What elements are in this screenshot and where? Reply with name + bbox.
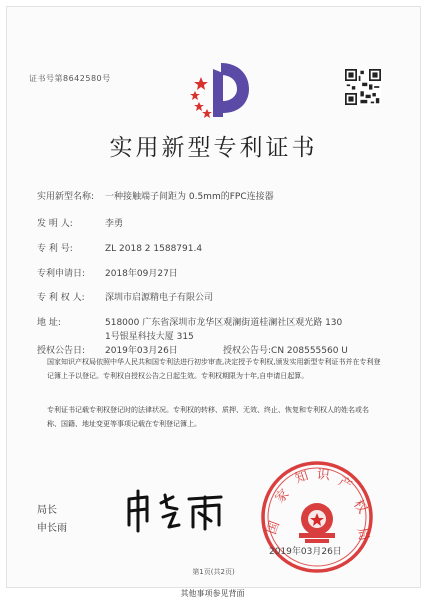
field-label: 实用新型名称: bbox=[37, 192, 95, 202]
field-patent-number bbox=[37, 241, 202, 254]
svg-text:知: 知 bbox=[293, 468, 311, 487]
page-number: 第1页(共2页) bbox=[192, 568, 235, 576]
field-label: 地 址: bbox=[37, 318, 61, 328]
svg-text:权: 权 bbox=[349, 497, 370, 517]
seal-date: 2019年03月26日 bbox=[269, 547, 342, 557]
director-name: 申长雨 bbox=[37, 523, 67, 534]
field-value: 一种接触端子间距为 0.5mm的FPC连接器 bbox=[105, 192, 274, 202]
official-seal-icon bbox=[257, 457, 377, 577]
field-address bbox=[37, 315, 342, 328]
field-patentee bbox=[37, 290, 213, 303]
field-application-date bbox=[37, 266, 178, 279]
field-value: 518000 广东省深圳市龙华区观澜街道桂澜社区观光路 130 bbox=[105, 318, 343, 328]
certificate-sheet bbox=[6, 6, 421, 588]
director-signature-icon bbox=[121, 487, 231, 533]
field-value: 2019年03月26日 bbox=[105, 346, 178, 356]
svg-text:局: 局 bbox=[353, 526, 372, 543]
field-address-line2 bbox=[105, 329, 194, 342]
cnipa-logo-icon bbox=[187, 55, 257, 125]
field-label: 专 利 权 人: bbox=[37, 293, 85, 303]
field-value: 1号银星科技大厦 315 bbox=[105, 332, 194, 342]
field-value: 李勇 bbox=[105, 219, 124, 229]
field-value: 深圳市启源精电子有限公司 bbox=[105, 293, 214, 303]
svg-text:产: 产 bbox=[335, 474, 355, 494]
certificate-title: 实用新型专利证书 bbox=[109, 135, 318, 161]
field-value: ZL 2018 2 1588791.4 bbox=[105, 244, 203, 254]
field-label: 专 利 号: bbox=[37, 244, 73, 254]
field-label: 授权公告日: bbox=[37, 346, 86, 356]
director-title: 局长 bbox=[37, 505, 57, 516]
field-inventor bbox=[37, 216, 123, 229]
field-label: 专利申请日: bbox=[37, 269, 86, 279]
notice-paragraph: 国家知识产权局依照中华人民共和国专利法进行初步审查,决定授予专利权,颁发实用新型专利证书并在专利登记簿上予以登记。专利权自授权公告之日起生效。专利权期限为十年,自申请日起算。 bbox=[47, 358, 381, 380]
svg-text:识: 识 bbox=[316, 467, 331, 484]
notice-paragraph: 专利证书记载专利权登记时的法律状况。专利权的转移、质押、无效、终止、恢复和专利权人的姓名或名称、国籍、地址变更等事项记载在专利登记簿上。 bbox=[47, 406, 369, 428]
qr-code-icon bbox=[345, 69, 381, 105]
certificate-number: 证书号第8642580号 bbox=[29, 74, 111, 83]
footer-note: 其他事项参见背面 bbox=[180, 589, 245, 598]
field-value: 2018年09月27日 bbox=[105, 269, 178, 279]
field-label: 发 明 人: bbox=[37, 219, 73, 229]
field-value-extra: 授权公告号:CN 208555560 U bbox=[223, 346, 348, 356]
svg-text:国: 国 bbox=[264, 519, 283, 537]
field-utility-model-name bbox=[37, 189, 274, 202]
svg-text:家: 家 bbox=[272, 486, 293, 507]
